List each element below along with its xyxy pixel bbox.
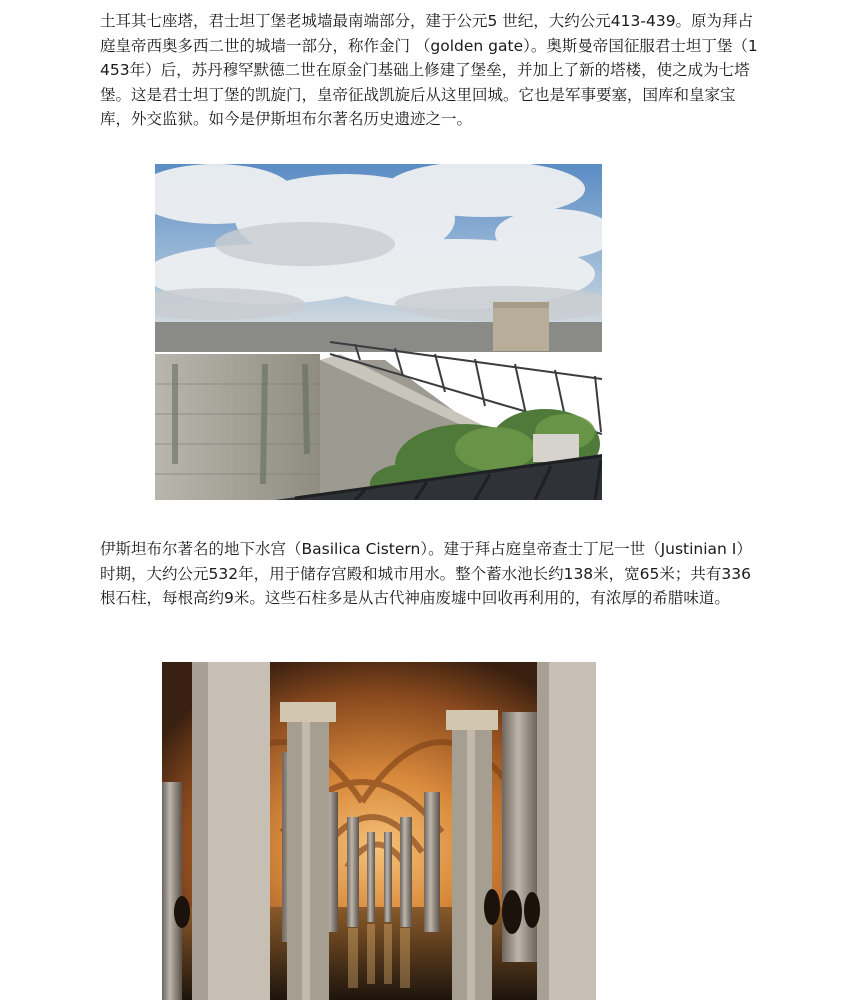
basilica-cistern-photo bbox=[162, 662, 596, 1000]
yedikule-description: 土耳其七座塔，君士坦丁堡老城墙最南端部分，建于公元5 世纪，大约公元413-439。原为拜占庭皇帝西奥多西二世的城墙一部分，称作金门 （golden gate）。奥斯曼帝国征服君士坦丁堡（1453年）后，苏丹穆罕默德二世在原金门基础上修建了堡垒，并加上了新的塔楼，使之成为七塔堡。这是君士坦丁堡的凯旋门，皇帝征战凯旋后从这里回城。它也是军事要塞，国库和皇家宝库，外交监狱。如今是伊斯坦布尔著名历史遗迹之一。 bbox=[100, 12, 758, 128]
yedikule-walls-photo bbox=[155, 164, 602, 500]
cistern-description: 伊斯坦布尔著名的地下水宫（Basilica Cistern）。建于拜占庭皇帝查士丁尼一世（Justinian I）时期，大约公元532年，用于储存宫殿和城市用水。整个蓄水池长约138米，宽65米；共有336根石柱，每根高约9米。这些石柱多是从古代神庙废墟中回收再利用的，有浓厚的希腊味道。 bbox=[100, 540, 752, 607]
